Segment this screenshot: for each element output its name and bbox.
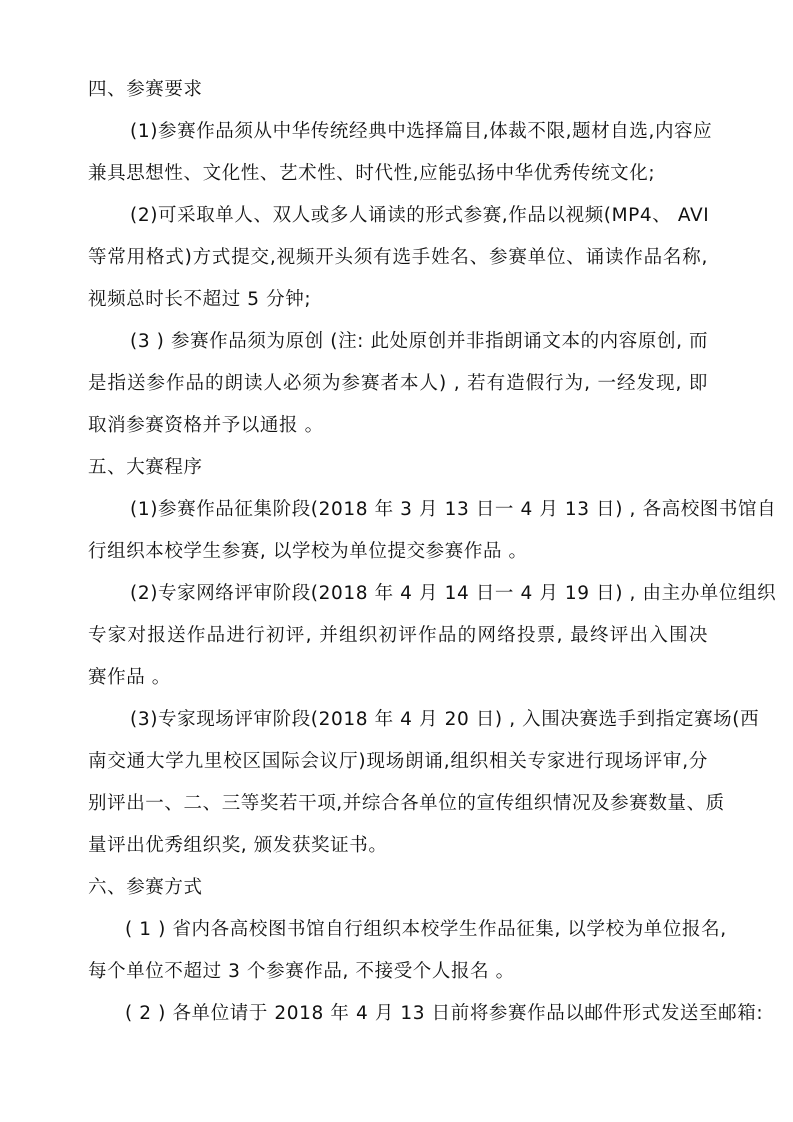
paragraph-line: 视频总时长不超过 5 分钟;	[88, 289, 312, 310]
paragraph-line: (3)专家现场评审阶段(2018 年 4 月 20 日) , 入围决赛选手到指定赛场(西	[130, 709, 760, 730]
paragraph-line: 每个单位不超过 3 个参赛作品, 不接受个人报名 。	[88, 961, 515, 982]
paragraph-line: ( 2 ) 各单位请于 2018 年 4 月 13 日前将参赛作品以邮件形式发送至邮箱:	[125, 1003, 764, 1024]
paragraph-line: (2)可采取单人、双人或多人诵读的形式参赛,作品以视频(MP4、 AVI	[130, 205, 710, 226]
paragraph-line: 赛作品 。	[88, 667, 171, 688]
paragraph-line: 兼具思想性、文化性、艺术性、时代性,应能弘扬中华优秀传统文化;	[88, 163, 656, 184]
paragraph-line: 量评出优秀组织奖, 颁发获奖证书。	[88, 835, 388, 856]
paragraph-line: 别评出一、二、三等奖若干项,并综合各单位的宣传组织情况及参赛数量、质	[88, 793, 725, 814]
paragraph-line: 等常用格式)方式提交,视频开头须有选手姓名、参赛单位、诵读作品名称,	[88, 247, 708, 268]
paragraph-line: 南交通大学九里校区国际会议厅)现场朗诵,组织相关专家进行现场评审,分	[88, 751, 708, 772]
paragraph-line: 是指送参作品的朗读人必须为参赛者本人) , 若有造假行为, 一经发现, 即	[88, 373, 708, 394]
section-heading: 四、参赛要求	[88, 79, 203, 100]
section-heading: 五、大赛程序	[88, 457, 203, 478]
paragraph-line: (2)专家网络评审阶段(2018 年 4 月 14 日一 4 月 19 日) , 由主办单位组织	[130, 583, 777, 604]
paragraph-line: (1)参赛作品征集阶段(2018 年 3 月 13 日一 4 月 13 日) , 各高校图书馆自	[130, 499, 777, 520]
paragraph-line: 行组织本校学生参赛, 以学校为单位提交参赛作品 。	[88, 541, 528, 562]
paragraph-line: (3 ) 参赛作品须为原创 (注: 此处原创并非指朗诵文本的内容原创, 而	[130, 331, 709, 352]
paragraph-line: (1)参赛作品须从中华传统经典中选择篇目,体裁不限,题材自选,内容应	[130, 121, 713, 142]
section-heading: 六、参赛方式	[88, 877, 203, 898]
paragraph-line: ( 1 ) 省内各高校图书馆自行组织本校学生作品征集, 以学校为单位报名,	[125, 919, 727, 940]
paragraph-line: 专家对报送作品进行初评, 并组织初评作品的网络投票, 最终评出入围决	[88, 625, 708, 646]
paragraph-line: 取消参赛资格并予以通报 。	[88, 415, 324, 436]
